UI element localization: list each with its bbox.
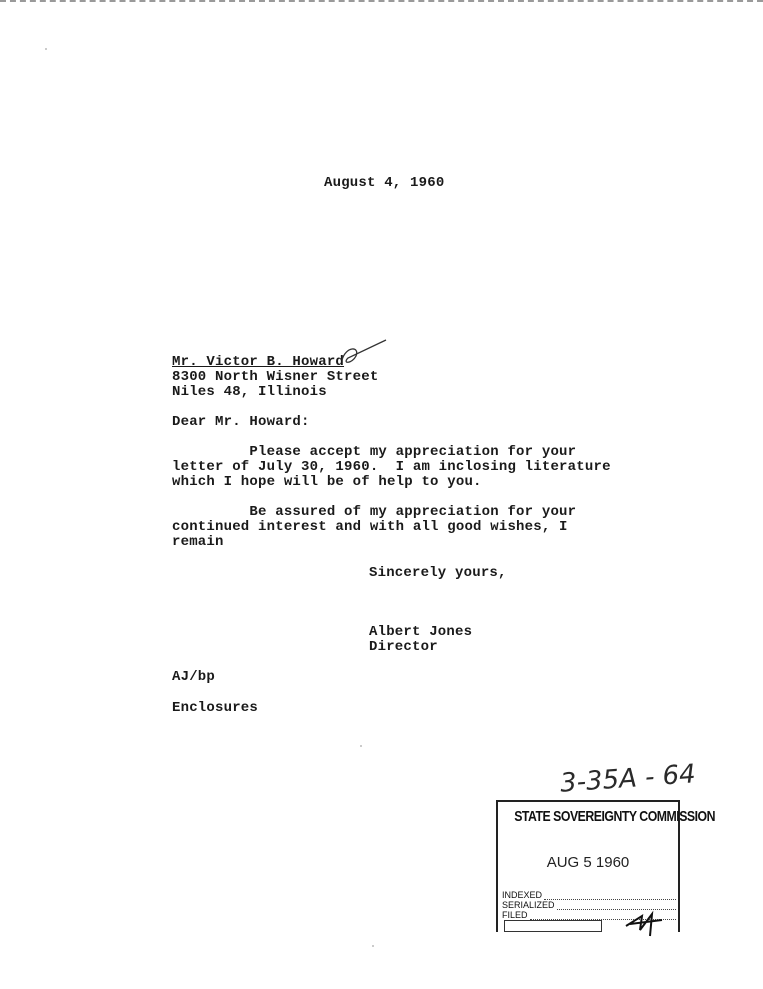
stamp-date: AUG 5 1960 (546, 854, 630, 871)
salutation: Dear Mr. Howard: (172, 414, 310, 430)
handwritten-file-number: 3-35A - 64 (559, 759, 697, 799)
paragraph-one-line: which I hope will be of help to you. (172, 474, 482, 490)
signer-title: Director (369, 639, 438, 655)
typist-initials: AJ/bp (172, 669, 216, 685)
scan-speck (45, 48, 47, 50)
paragraph-two (172, 505, 576, 550)
stamp-serialized-label: SERIALIZED (502, 900, 555, 910)
recipient-city: Niles 48, Illinois (172, 384, 327, 400)
paragraph-two-line: remain (172, 534, 224, 550)
recipient-street: 8300 North Wisner Street (172, 369, 379, 385)
paragraph-two-line: Be assured of my appreciation for your (172, 504, 577, 520)
stamp-serialized-row (502, 900, 676, 910)
signer-name: Albert Jones (369, 624, 473, 640)
scan-speck (372, 945, 374, 947)
handwritten-check-mark (338, 338, 392, 372)
paragraph-one-line: Please accept my appreciation for your (172, 444, 577, 460)
complimentary-closing: Sincerely yours, (369, 565, 507, 581)
stamp-empty-box (504, 920, 602, 932)
paragraph-one-line: letter of July 30, 1960. I am inclosing literature (172, 459, 611, 475)
recipient-name: Mr. Victor B. Howard (172, 354, 345, 370)
letter-date: August 4, 1960 (324, 175, 445, 191)
signature-block (369, 625, 472, 655)
stamp-indexed-row (502, 890, 676, 900)
dotted-line (544, 892, 676, 900)
receipt-stamp (496, 800, 716, 932)
paragraph-two-line: continued interest and with all good wishes, I (172, 519, 568, 535)
page-top-border (0, 0, 763, 2)
paragraph-one (172, 445, 611, 490)
stamp-filed-label: FILED (502, 910, 528, 920)
handwritten-initial-mark (622, 910, 668, 938)
stamp-header: STATE SOVEREIGNTY COMMISSION (514, 808, 716, 825)
stamp-indexed-label: INDEXED (502, 890, 543, 900)
scan-speck (360, 745, 362, 747)
enclosures-note: Enclosures (172, 700, 259, 716)
dotted-line (557, 902, 676, 910)
